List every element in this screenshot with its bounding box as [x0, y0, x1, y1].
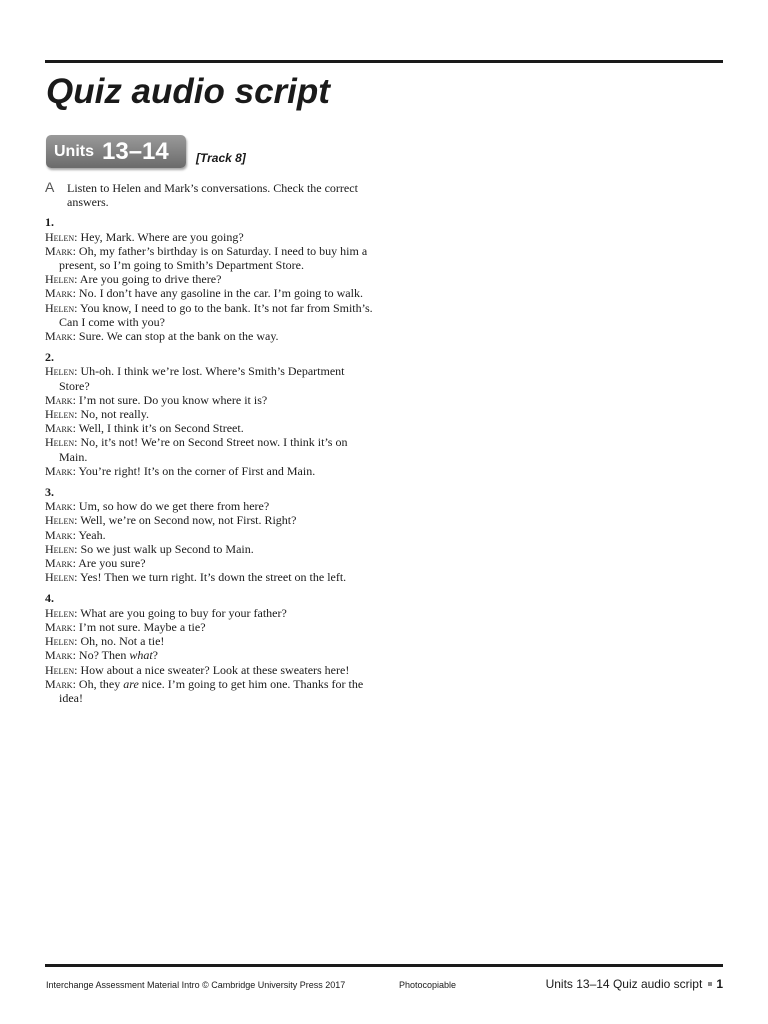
speaker-name: Mark [45, 463, 73, 478]
dialogue-text: : Hey, Mark. Where are you going? [74, 229, 244, 244]
dialogue-line [45, 272, 375, 286]
dialogue-line [45, 499, 375, 513]
dialogue-text: : Oh, my father’s birthday is on Saturday. I need to buy him a present, so I’m going to Smith’s Department Store. [59, 243, 368, 273]
units-range: 13–14 [102, 138, 169, 165]
dialogue-line [45, 620, 375, 634]
bottom-rule [45, 964, 723, 967]
instruction-letter: A [45, 179, 55, 195]
speaker-name: Helen [45, 541, 75, 556]
dialogue-line [45, 570, 375, 584]
conversation-section [45, 485, 375, 584]
speaker-name: Mark [45, 527, 73, 542]
dialogue-text: : No. I don’t have any gasoline in the car. I’m going to walk. [72, 286, 363, 301]
speaker-name: Helen [45, 570, 75, 585]
conversation-section [45, 215, 375, 343]
dialogue-text: : Yes! Then we turn right. It’s down the street on the left. [74, 570, 347, 585]
speaker-name: Mark [45, 421, 73, 436]
emphasized-word: are [123, 676, 139, 691]
speaker-name: Helen [45, 407, 75, 422]
dialogue-text: : No, it’s not! We’re on Second Street now. I think it’s on Main. [59, 435, 348, 464]
conversation-sections [45, 215, 375, 705]
speaker-name: Mark [45, 556, 73, 571]
section-number: 2. [45, 350, 54, 365]
dialogue-line [45, 513, 375, 527]
dialogue-line [45, 286, 375, 300]
section-number: 1. [45, 215, 54, 230]
footer-page-info [546, 977, 723, 991]
dialogue-text: : Uh-oh. I think we’re lost. Where’s Smith’s Department Store? [59, 364, 345, 393]
dialogue-line [45, 244, 375, 272]
dialogue-line [45, 435, 375, 463]
dialogue-line [45, 677, 375, 705]
dialogue-line [45, 230, 375, 244]
footer-title: Units 13–14 Quiz audio script [545, 977, 703, 991]
dialogue-text: : Oh, they [72, 676, 124, 691]
speaker-name: Mark [45, 676, 73, 691]
dialogue-text: : No? Then [72, 648, 130, 663]
speaker-name: Helen [45, 435, 75, 450]
dialogue-text: ? [152, 648, 158, 663]
page-number: 1 [716, 977, 723, 991]
dialogue-line [45, 542, 375, 556]
dialogue-text: : Sure. We can stop at the bank on the way. [72, 329, 279, 344]
dialogue-line [45, 606, 375, 620]
section-number: 4. [45, 591, 54, 606]
dialogue-line [45, 648, 375, 662]
dialogue-text: : How about a nice sweater? Look at these sweaters here! [74, 662, 350, 677]
dialogue-text: : I’m not sure. Maybe a tie? [72, 619, 206, 634]
dialogue-line [45, 663, 375, 677]
footer [45, 977, 723, 993]
dialogue-line [45, 301, 375, 329]
track-label: [Track 8] [196, 151, 246, 165]
speaker-name: Helen [45, 513, 75, 528]
dialogue-line [45, 464, 375, 478]
speaker-name: Helen [45, 300, 75, 315]
footer-photocopiable: Photocopiable [399, 980, 457, 990]
dialogue-line [45, 407, 375, 421]
speaker-name: Helen [45, 364, 75, 379]
speaker-name: Helen [45, 229, 75, 244]
dialogue-text: : Are you sure? [72, 556, 146, 571]
dialogue-text: : Are you going to drive there? [74, 272, 222, 287]
conversation-section [45, 591, 375, 705]
audio-script-content [45, 181, 375, 712]
speaker-name: Mark [45, 329, 73, 344]
speaker-name: Helen [45, 605, 75, 620]
emphasized-word: what [129, 648, 153, 663]
dialogue-text: : Um, so how do we get there from here? [72, 499, 270, 514]
dialogue-text: : So we just walk up Second to Main. [74, 541, 254, 556]
units-badge [46, 135, 186, 168]
speaker-name: Mark [45, 392, 73, 407]
instruction [45, 181, 375, 209]
dialogue-line [45, 421, 375, 435]
speaker-name: Mark [45, 499, 73, 514]
section-number: 3. [45, 485, 54, 500]
top-rule [45, 60, 723, 63]
speaker-name: Mark [45, 286, 73, 301]
dialogue-text: : Oh, no. Not a tie! [74, 634, 165, 649]
units-word: Units [54, 143, 94, 160]
dialogue-line [45, 556, 375, 570]
speaker-name: Mark [45, 243, 73, 258]
dialogue-text: : I’m not sure. Do you know where it is? [72, 392, 268, 407]
dialogue-text: : Yeah. [72, 527, 106, 542]
dialogue-line [45, 634, 375, 648]
dialogue-text: nice. I’m going to get him one. Thanks for the idea! [59, 676, 364, 705]
dialogue-text: : No, not really. [74, 407, 149, 422]
page-title: Quiz audio script [46, 72, 330, 111]
dialogue-line [45, 329, 375, 343]
speaker-name: Helen [45, 662, 75, 677]
dialogue-line [45, 528, 375, 542]
speaker-name: Mark [45, 648, 73, 663]
dialogue-text: : You’re right! It’s on the corner of First and Main. [72, 463, 316, 478]
dialogue-text: : You know, I need to go to the bank. It’s not far from Smith’s. Can I come with you? [59, 300, 373, 329]
speaker-name: Mark [45, 619, 73, 634]
footer-copyright: Interchange Assessment Material Intro © Cambridge University Press 2017 [46, 980, 346, 990]
dialogue-text: : What are you going to buy for your father? [74, 605, 287, 620]
conversation-section [45, 350, 375, 478]
footer-bullet-icon [708, 982, 712, 986]
dialogue-text: : Well, I think it’s on Second Street. [72, 421, 244, 436]
dialogue-line [45, 393, 375, 407]
speaker-name: Helen [45, 272, 75, 287]
instruction-text: Listen to Helen and Mark’s conversations. Check the correct answers. [67, 181, 358, 210]
speaker-name: Helen [45, 634, 75, 649]
dialogue-text: : Well, we’re on Second now, not First. Right? [74, 513, 297, 528]
dialogue-line [45, 364, 375, 392]
